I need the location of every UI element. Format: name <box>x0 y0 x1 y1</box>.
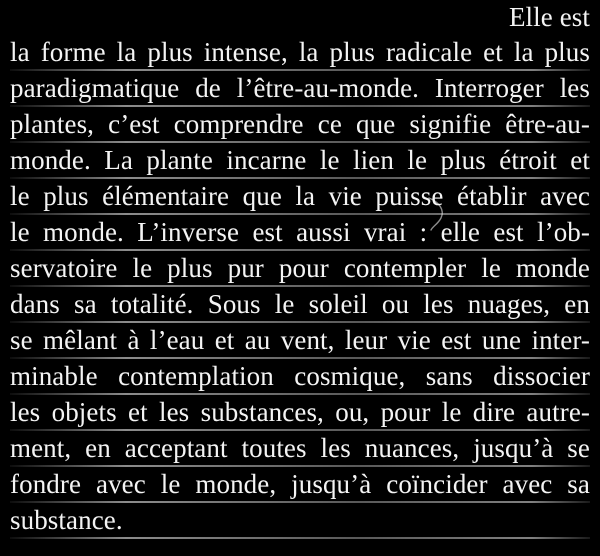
underline-rule <box>10 393 590 395</box>
text-line <box>10 2 590 33</box>
underline-rule <box>10 213 590 215</box>
underline-rule <box>10 249 590 251</box>
text-line <box>10 109 590 140</box>
text-line-content: fondre avec le monde, jusqu’à coïncider avec sa <box>10 469 590 499</box>
text-line-content: le monde. L’inverse est aussi vrai : elle est l’ob- <box>10 217 590 247</box>
text-line <box>10 37 590 68</box>
text-line-content: minable contemplation cosmique, sans dissocier <box>10 361 590 391</box>
text-line-content: paradigmatique de l’être-au-monde. Interroger les <box>10 73 590 103</box>
text-line-content: Elle est <box>508 2 590 32</box>
text-line-content: substance. <box>10 505 123 535</box>
underline-rule <box>10 141 590 143</box>
text-line-content: dans sa totalité. Sous le soleil ou les nuages, en <box>10 289 590 319</box>
underline-rule <box>10 321 590 323</box>
underline-rule <box>10 69 590 71</box>
underline-rule <box>10 357 590 359</box>
text-line <box>10 253 590 284</box>
underline-rule <box>10 501 590 503</box>
text-line <box>10 325 590 356</box>
text-line-content: se mêlant à l’eau et au vent, leur vie est une inter- <box>10 325 590 355</box>
text-line <box>10 469 590 500</box>
underline-rule <box>10 429 590 431</box>
text-line-content: plantes, c’est comprendre ce que signifie être-au- <box>10 109 590 139</box>
text-line <box>10 289 590 320</box>
text-line <box>10 217 590 248</box>
text-line-content: les objets et les substances, ou, pour le dire autre- <box>10 397 590 427</box>
text-line-content: monde. La plante incarne le lien le plus étroit et <box>10 145 590 175</box>
underline-rule <box>10 537 590 539</box>
underline-rule <box>10 105 590 107</box>
handwritten-mark <box>425 196 449 232</box>
underline-rule <box>10 465 590 467</box>
underline-rule <box>10 177 590 179</box>
text-line <box>10 145 590 176</box>
text-line-content: servatoire le plus pur pour contempler le monde <box>10 253 590 283</box>
underline-rule <box>10 285 590 287</box>
text-line <box>10 181 590 212</box>
text-line <box>10 73 590 104</box>
text-line <box>10 505 590 536</box>
text-line <box>10 433 590 464</box>
text-line <box>10 397 590 428</box>
text-line-content: ment, en acceptant toutes les nuances, jusqu’à se <box>10 433 590 463</box>
text-line-content: la forme la plus intense, la plus radicale et la plus <box>10 37 590 67</box>
text-line-content: le plus élémentaire que la vie puisse établir avec <box>10 181 590 211</box>
text-line <box>10 361 590 392</box>
